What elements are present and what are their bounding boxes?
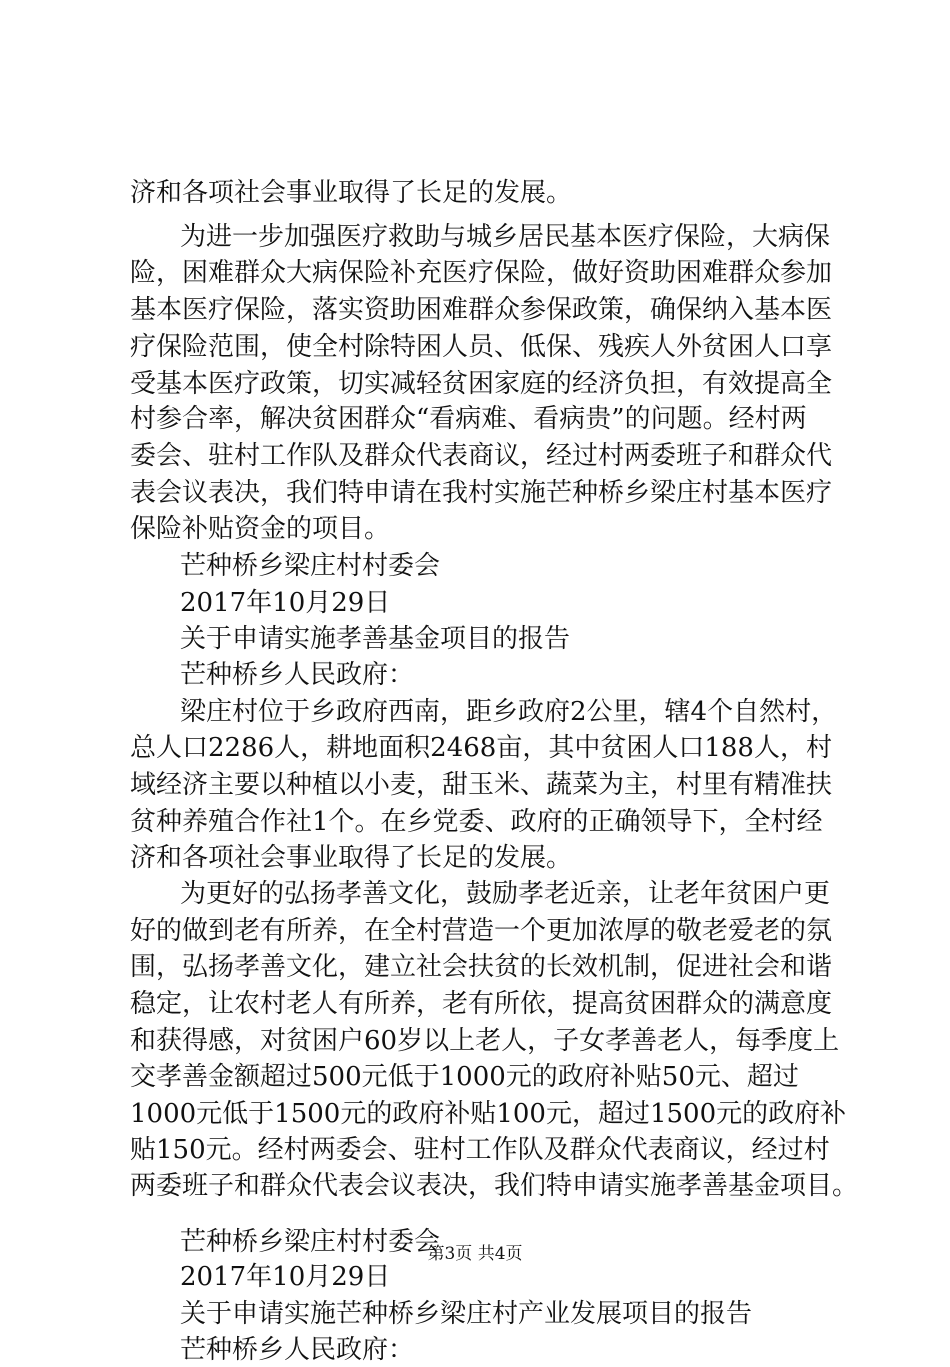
signature-date: 2017年10月29日	[180, 588, 391, 618]
paragraph-line: 好的做到老有所养，在全村营造一个更加浓厚的敬老爱老的氛	[130, 916, 833, 946]
paragraph-line: 贴150元。经村两委会、驻村工作队及群众代表商议，经过村	[130, 1135, 830, 1165]
paragraph-line: 村参合率，解决贫困群众“看病难、看病贵”的问题。经村两	[130, 404, 807, 434]
paragraph-line: 交孝善金额超过500元低于1000元的政府补贴50元、超过	[130, 1062, 799, 1092]
signature-org: 芒种桥乡梁庄村村委会	[180, 551, 441, 581]
paragraph-line: 疗保险范围，使全村除特困人员、低保、残疾人外贫困人口享	[130, 332, 833, 362]
paragraph-line: 为进一步加强医疗救助与城乡居民基本医疗保险，大病保	[180, 222, 831, 252]
paragraph-line: 为更好的弘扬孝善文化，鼓励孝老近亲，让老年贫困户更	[180, 879, 831, 909]
report-title: 关于申请实施孝善基金项目的报告	[180, 624, 571, 654]
paragraph-line: 基本医疗保险，落实资助困难群众参保政策，确保纳入基本医	[130, 295, 833, 325]
page-number-footer: 第3页 共4页	[427, 1244, 523, 1264]
report-title: 关于申请实施芒种桥乡梁庄村产业发展项目的报告	[180, 1299, 753, 1329]
paragraph-line: 两委班子和群众代表会议表决，我们特申请实施孝善基金项目。	[130, 1171, 859, 1201]
signature-date: 2017年10月29日	[180, 1262, 391, 1292]
paragraph-line: 表会议表决，我们特申请在我村实施芒种桥乡梁庄村基本医疗	[130, 478, 833, 508]
addressee: 芒种桥乡人民政府：	[180, 660, 415, 690]
paragraph-line: 1000元低于1500元的政府补贴100元，超过1500元的政府补	[130, 1099, 847, 1129]
paragraph-line: 委会、驻村工作队及群众代表商议，经过村两委班子和群众代	[130, 441, 833, 471]
paragraph-line: 险，困难群众大病保险补充医疗保险，做好资助困难群众参加	[130, 258, 833, 288]
signature-org: 芒种桥乡梁庄村村委会	[180, 1227, 441, 1257]
paragraph-line: 总人口2286人，耕地面积2468亩，其中贫困人口188人，村	[130, 733, 832, 763]
addressee: 芒种桥乡人民政府：	[180, 1335, 415, 1365]
paragraph-line: 域经济主要以种植以小麦，甜玉米、蔬菜为主，村里有精准扶	[130, 770, 833, 800]
paragraph-line: 受基本医疗政策，切实减轻贫困家庭的经济负担，有效提高全	[130, 369, 833, 399]
paragraph-line: 和获得感，对贫困户60岁以上老人，子女孝善老人，每季度上	[130, 1026, 840, 1056]
paragraph-line: 保险补贴资金的项目。	[130, 514, 391, 544]
paragraph-line: 围，弘扬孝善文化，建立社会扶贫的长效机制，促进社会和谐	[130, 952, 833, 982]
paragraph-line: 梁庄村位于乡政府西南，距乡政府2公里，辖4个自然村，	[180, 697, 838, 727]
paragraph-line: 济和各项社会事业取得了长足的发展。	[130, 843, 573, 873]
paragraph-line: 济和各项社会事业取得了长足的发展。	[130, 178, 573, 208]
paragraph-line: 稳定，让农村老人有所养，老有所依，提高贫困群众的满意度	[130, 989, 833, 1019]
paragraph-line: 贫种养殖合作社1个。在乡党委、政府的正确领导下，全村经	[130, 807, 823, 837]
